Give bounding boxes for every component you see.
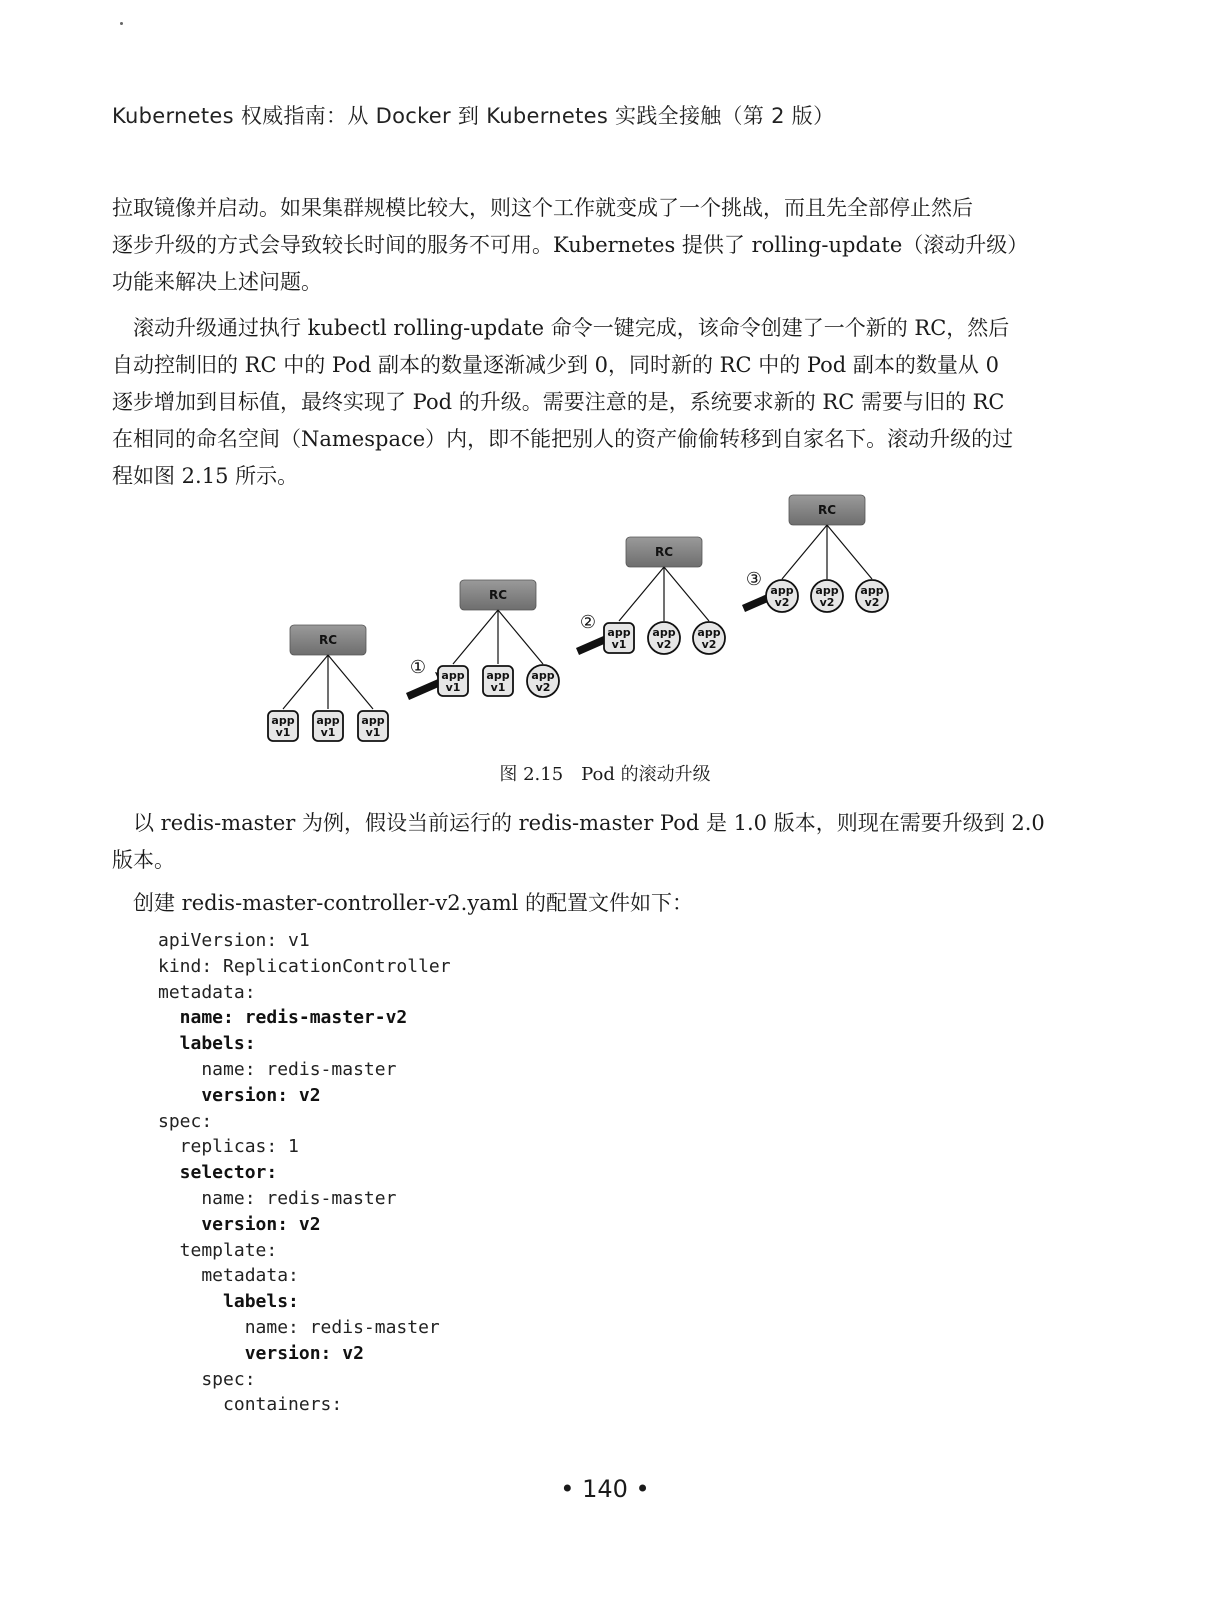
pod-app-label: app [441,669,465,682]
pod-version-label: v2 [864,596,880,609]
pod-version-label: v2 [535,681,551,694]
pod-app-label: app [271,714,295,727]
text-line: 滚动升级通过执行 kubectl rolling-update 命令一键完成，该命令创建了一个新的 RC，然后 [112,316,1010,340]
tree-edge [664,567,709,621]
pod-app-label: app [815,584,839,597]
code-line: replicas: 1 [158,1136,299,1158]
pod-version-label: v1 [275,726,291,739]
text-line: 创建 redis-master-controller-v2.yaml 的配置文件如下： [112,891,694,915]
code-line: spec: [158,1368,256,1390]
code-line: labels: [158,1033,256,1055]
pod-app-label: app [860,584,884,597]
paragraph-4 [112,885,1098,922]
pod-app-label: app [652,626,676,639]
figure-caption: 图 2.15 Pod 的滚动升级 [499,764,711,785]
code-line: metadata: [158,981,256,1003]
pod-version-label: v2 [774,596,790,609]
pod-app-label: app [531,669,555,682]
text-line: 在相同的命名空间（Namespace）内，即不能把别人的资产偷偷转移到自家名下。滚动升级的过 [112,427,1014,451]
pod-version-label: v2 [701,638,717,651]
code-line: name: redis-master [158,1058,397,1080]
pod-app-label: app [770,584,794,597]
tree-edge [782,525,827,579]
code-line: name: redis-master [158,1187,397,1209]
running-header: Kubernetes 权威指南：从 Docker 到 Kubernetes 实践全接触（第 2 版） [112,104,835,128]
code-line: spec: [158,1110,213,1132]
paragraph-1 [112,190,1098,301]
text-line: 程如图 2.15 所示。 [112,464,299,488]
rc-label: RC [318,633,338,647]
pod-app-label: app [361,714,385,727]
code-line: selector: [158,1162,278,1184]
text-line: 逐步升级的方式会导致较长时间的服务不可用。Kubernetes 提供了 rolling-update（滚动升级） [112,233,1029,257]
pod-app-label: app [316,714,340,727]
code-line: name: redis-master-v2 [158,1007,408,1029]
pod-app-label: app [607,626,631,639]
text-line: 以 redis-master 为例，假设当前运行的 redis-master Pod 是 1.0 版本，则现在需要升级到 2.0 [112,811,1045,835]
code-line: template: [158,1239,278,1261]
page-number: • 140 • [560,1475,650,1503]
text-line: 逐步增加到目标值，最终实现了 Pod 的升级。需要注意的是，系统要求新的 RC 需要与旧的 RC [112,390,1005,414]
code-line: version: v2 [158,1342,364,1364]
code-line: version: v2 [158,1213,321,1235]
step-number: ① [409,657,427,678]
code-line: name: redis-master [158,1316,440,1338]
yaml-code-block [158,928,451,1418]
text-line: 功能来解决上述问题。 [112,270,322,294]
code-line: labels: [158,1291,299,1313]
pod-version-label: v1 [490,681,506,694]
rolling-update-figure [255,490,905,750]
code-line: metadata: [158,1265,299,1287]
step-number: ③ [745,569,763,590]
step-number: ② [579,612,597,633]
text-line: 自动控制旧的 RC 中的 Pod 副本的数量逐渐减少到 0，同时新的 RC 中的 Pod 副本的数量从 0 [112,353,999,377]
code-line: apiVersion: v1 [158,930,310,951]
tree-edge [453,610,498,664]
text-line: 版本。 [112,848,175,872]
code-line: containers: [158,1394,343,1416]
tree-edge [498,610,543,664]
pod-version-label: v1 [611,638,627,651]
tree-edge [283,655,328,709]
pod-version-label: v2 [656,638,672,651]
pod-version-label: v1 [365,726,381,739]
paragraph-3 [112,805,1098,879]
rc-label: RC [654,545,674,559]
tree-edge [328,655,373,709]
rc-label: RC [488,588,508,602]
pod-app-label: app [486,669,510,682]
pod-app-label: app [697,626,721,639]
scan-dot [120,22,123,25]
pod-version-label: v1 [445,681,461,694]
pod-version-label: v1 [320,726,336,739]
tree-edge [619,567,664,621]
code-line: kind: ReplicationController [158,955,451,977]
pod-version-label: v2 [819,596,835,609]
tree-edge [827,525,872,579]
code-line: version: v2 [158,1084,321,1106]
paragraph-2 [112,310,1098,495]
text-line: 拉取镜像并启动。如果集群规模比较大，则这个工作就变成了一个挑战，而且先全部停止然后 [112,196,973,220]
rc-label: RC [817,503,837,517]
